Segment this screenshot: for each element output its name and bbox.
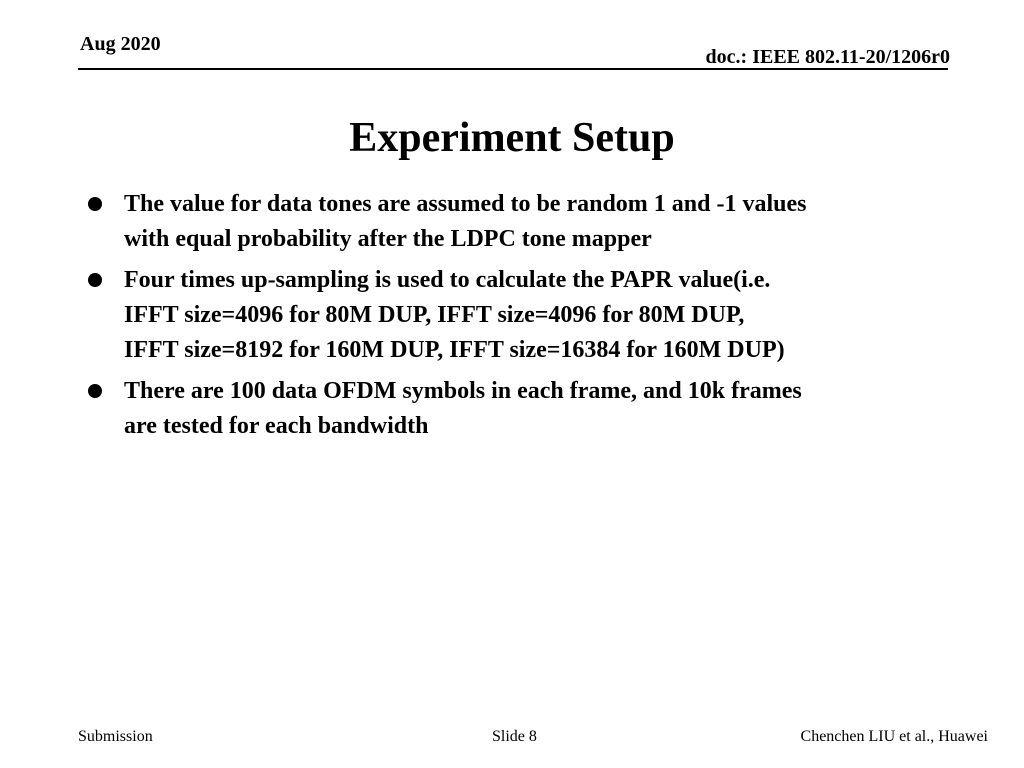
bullet-dot-icon	[88, 384, 102, 398]
header-date: Aug 2020	[80, 33, 161, 55]
bullet-line: with equal probability after the LDPC tone mapper	[124, 226, 652, 252]
bullet-line: IFFT size=4096 for 80M DUP, IFFT size=4096 for 80M DUP,	[124, 302, 745, 328]
bullet-item	[84, 187, 954, 257]
slide-number: Slide 8	[492, 728, 537, 745]
bullet-line: Four times up-sampling is used to calculate the PAPR value(i.e.	[124, 267, 771, 293]
bullet-line: The value for data tones are assumed to be random 1 and -1 values	[124, 191, 807, 217]
bullet-line: IFFT size=8192 for 160M DUP, IFFT size=16384 for 160M DUP)	[124, 337, 785, 363]
document-id: doc.: IEEE 802.11-20/1206r0	[705, 46, 950, 68]
bullet-line: are tested for each bandwidth	[124, 413, 429, 439]
bullet-item	[84, 263, 954, 368]
bullet-line: There are 100 data OFDM symbols in each frame, and 10k frames	[124, 378, 802, 404]
bullet-dot-icon	[88, 197, 102, 211]
slide-title: Experiment Setup	[349, 115, 675, 161]
bullet-dot-icon	[88, 273, 102, 287]
bullet-list	[84, 187, 954, 450]
footer-submission: Submission	[78, 728, 153, 745]
header-divider	[78, 68, 948, 70]
footer-author: Chenchen LIU et al., Huawei	[800, 728, 988, 745]
bullet-item	[84, 374, 954, 444]
